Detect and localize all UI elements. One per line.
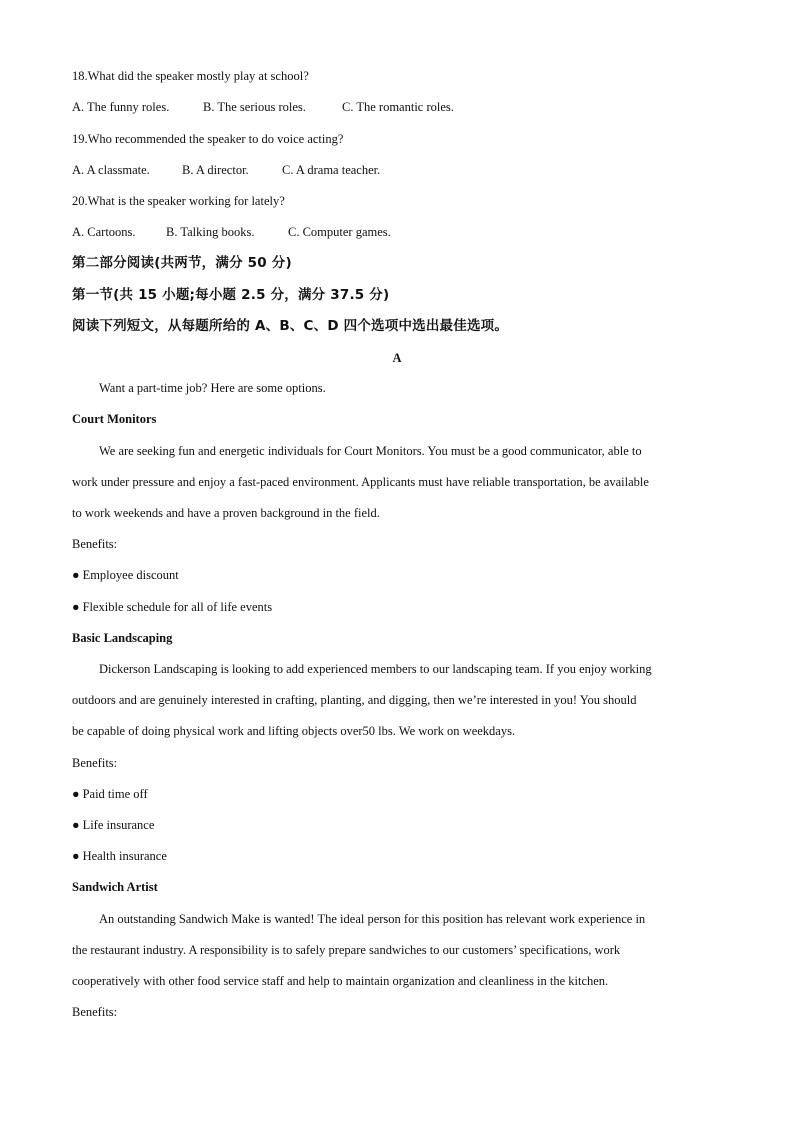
- job-text-line: cooperatively with other food service staff and help to maintain organization and cleanliness in the kitchen.: [72, 974, 609, 988]
- option-c: C. The romantic roles.: [342, 100, 454, 114]
- reading-instruction: 阅读下列短文，从每题所给的 A、B、C、D 四个选项中选出最佳选项。: [72, 318, 509, 334]
- job-text-line: An outstanding Sandwich Make is wanted! The ideal person for this position has relevant work experience in: [99, 912, 646, 926]
- benefits-label: Benefits:: [72, 756, 118, 770]
- bullet-icon: ●: [72, 568, 80, 582]
- bullet-icon: ●: [72, 600, 80, 614]
- job-text-line: to work weekends and have a proven background in the field.: [72, 506, 380, 520]
- benefit-text: Life insurance: [82, 818, 155, 832]
- job-text-line: outdoors and are genuinely interested in crafting, planting, and digging, then we’re interested in you! You should: [72, 693, 637, 707]
- option-b: B. A director.: [182, 163, 249, 177]
- bullet-icon: ●: [72, 818, 80, 832]
- passage-intro: Want a part-time job? Here are some options.: [99, 381, 326, 395]
- benefits-label: Benefits:: [72, 1005, 118, 1019]
- job-text-line: the restaurant industry. A responsibility is to safely prepare sandwiches to our customers’ specifications, work: [72, 943, 621, 957]
- job-title-sandwich-artist: Sandwich Artist: [72, 880, 158, 894]
- benefit-item: [72, 786, 148, 802]
- question-18-stem: 18.What did the speaker mostly play at school?: [72, 69, 309, 83]
- option-a: A. Cartoons.: [72, 225, 136, 239]
- benefit-text: Flexible schedule for all of life events: [82, 600, 273, 614]
- benefit-item: [72, 848, 167, 864]
- bullet-icon: ●: [72, 787, 80, 801]
- benefit-item: [72, 817, 154, 833]
- part2-heading: 第二部分阅读(共两节，满分 50 分): [72, 255, 292, 271]
- question-18-options: [72, 99, 454, 115]
- job-title-basic-landscaping: Basic Landscaping: [72, 631, 173, 645]
- option-a: A. A classmate.: [72, 163, 150, 177]
- bullet-icon: ●: [72, 849, 80, 863]
- option-b: B. The serious roles.: [203, 100, 306, 114]
- passage-letter: A: [392, 351, 402, 365]
- option-c: C. A drama teacher.: [282, 163, 381, 177]
- benefit-item: [72, 599, 272, 615]
- job-text-line: work under pressure and enjoy a fast-paced environment. Applicants must have reliable transportation, be available: [72, 475, 649, 489]
- question-19-options: [72, 162, 380, 178]
- question-20-stem: 20.What is the speaker working for lately?: [72, 194, 285, 208]
- job-text-line: be capable of doing physical work and lifting objects over50 lbs. We work on weekdays.: [72, 724, 516, 738]
- benefit-item: [72, 567, 179, 583]
- question-19-stem: 19.Who recommended the speaker to do voice acting?: [72, 132, 344, 146]
- job-text-line: We are seeking fun and energetic individuals for Court Monitors. You must be a good communicator, able to: [99, 444, 642, 458]
- benefit-text: Employee discount: [82, 568, 179, 582]
- benefit-text: Paid time off: [82, 787, 148, 801]
- option-b: B. Talking books.: [166, 225, 255, 239]
- question-20-options: [72, 224, 391, 240]
- job-text-line: Dickerson Landscaping is looking to add experienced members to our landscaping team. If you enjoy working: [99, 662, 652, 676]
- benefit-text: Health insurance: [82, 849, 167, 863]
- option-a: A. The funny roles.: [72, 100, 170, 114]
- option-c: C. Computer games.: [288, 225, 391, 239]
- job-title-court-monitors: Court Monitors: [72, 412, 157, 426]
- benefits-label: Benefits:: [72, 537, 118, 551]
- section1-heading: 第一节(共 15 小题;每小题 2.5 分，满分 37.5 分): [72, 287, 390, 303]
